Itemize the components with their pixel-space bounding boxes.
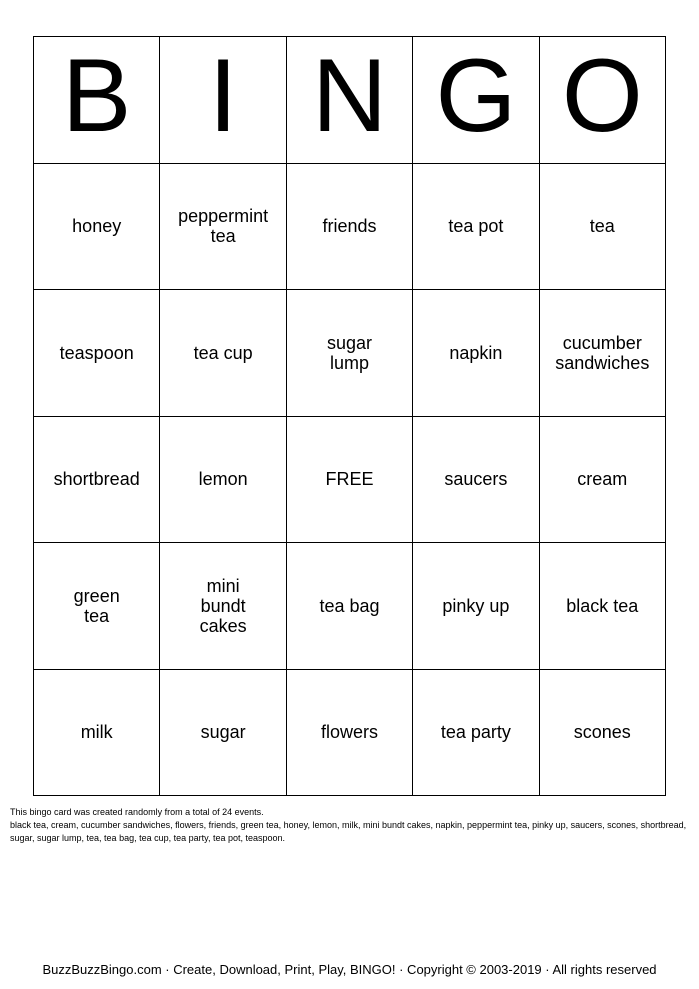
bingo-cell: napkin (413, 290, 539, 417)
bingo-cell: teaspoon (34, 290, 160, 417)
bingo-cell: pinky up (413, 543, 539, 670)
header-letter-b: B (34, 37, 160, 164)
bingo-cell: tea (540, 164, 666, 291)
bingo-cell: sugar (160, 670, 286, 797)
card-info-event-list: black tea, cream, cucumber sandwiches, flowers, friends, green tea, honey, lemon, milk, mini bundt cakes, napkin, peppermint tea, pinky up, saucers, scones, shortbread, sugar, sugar lump, tea, tea bag, tea cup, tea party, tea pot, teaspoon. (10, 820, 687, 843)
bingo-cell: tea party (413, 670, 539, 797)
bingo-cell: tea bag (287, 543, 413, 670)
header-letter-n: N (287, 37, 413, 164)
free-space-cell: FREE (287, 417, 413, 544)
bingo-card (33, 36, 666, 796)
bingo-cell: peppermint tea (160, 164, 286, 291)
bingo-cell: cucumber sandwiches (540, 290, 666, 417)
card-info-summary: This bingo card was created randomly from a total of 24 events. (10, 807, 264, 817)
header-letter-i: I (160, 37, 286, 164)
page-footer: BuzzBuzzBingo.com · Create, Download, Print, Play, BINGO! · Copyright © 2003-2019 · All rights reserved (42, 962, 657, 977)
bingo-cell: tea pot (413, 164, 539, 291)
bingo-cell: tea cup (160, 290, 286, 417)
card-info (10, 806, 690, 845)
bingo-cell: flowers (287, 670, 413, 797)
header-letter-g: G (413, 37, 539, 164)
bingo-cell: cream (540, 417, 666, 544)
bingo-cell: black tea (540, 543, 666, 670)
bingo-cell: scones (540, 670, 666, 797)
bingo-cell: shortbread (34, 417, 160, 544)
bingo-cell: sugar lump (287, 290, 413, 417)
header-letter-o: O (540, 37, 666, 164)
bingo-cell: friends (287, 164, 413, 291)
bingo-cell: mini bundt cakes (160, 543, 286, 670)
bingo-cell: milk (34, 670, 160, 797)
bingo-cell: saucers (413, 417, 539, 544)
bingo-cell: lemon (160, 417, 286, 544)
bingo-cell: honey (34, 164, 160, 291)
bingo-cell: green tea (34, 543, 160, 670)
